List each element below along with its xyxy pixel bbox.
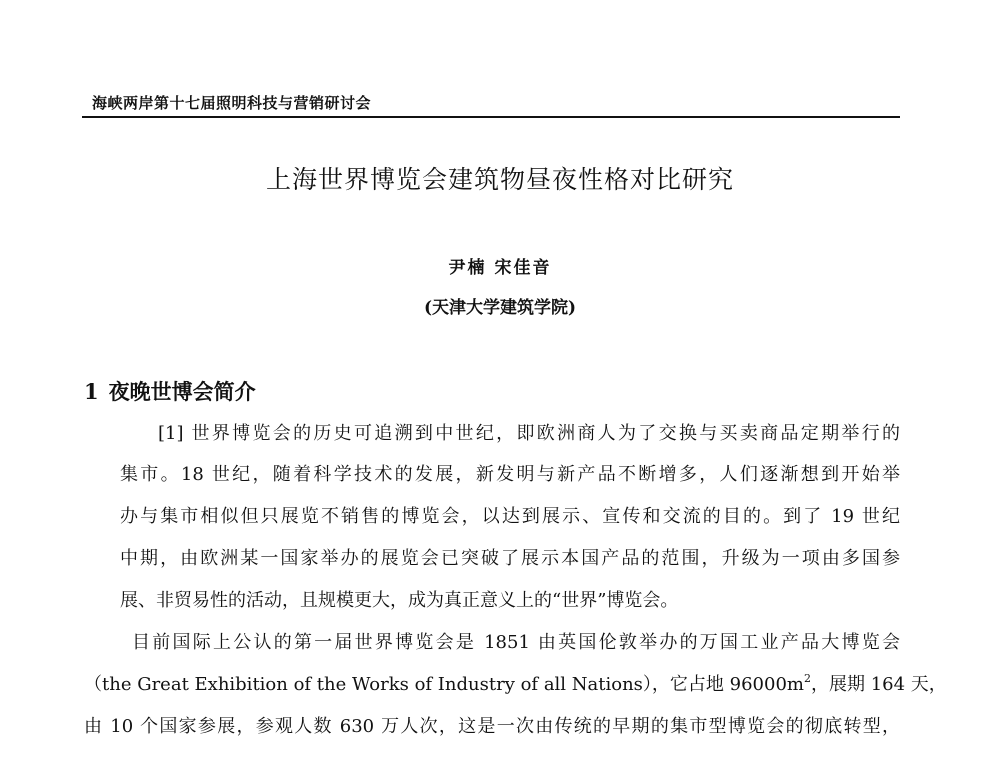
section-number: 1 — [84, 379, 99, 404]
paragraph-line: 由 10 个国家参展，参观人数 630 万人次，这是一次由传统的早期的集市型博览会的彻底转型， — [84, 716, 900, 737]
section-heading — [84, 376, 256, 406]
section-title: 夜晚世博会简介 — [108, 379, 256, 404]
paragraph-line: [1] 世界博览会的历史可追溯到中世纪，即欧洲商人为了交换与买卖商品定期举行的 — [158, 423, 900, 444]
paper-title: 上海世界博览会建筑物昼夜性格对比研究 — [265, 165, 734, 194]
running-header: 海峡两岸第十七届照明科技与营销研讨会 — [92, 94, 372, 112]
paragraph-line: 中期，由欧洲某一国家举办的展览会已突破了展示本国产品的范围，升级为一项由多国参 — [120, 548, 900, 569]
superscript: 2 — [803, 672, 811, 685]
line-text: （the Great Exhibition of the Works of Industry of all Nations），它占地 96000m — [84, 674, 804, 695]
line-text: ，展期 164 天， — [810, 674, 947, 695]
affiliation: (天津大学建筑学院) — [423, 298, 577, 318]
paragraph-line: 展、非贸易性的活动，且规模更大，成为真正意义上的“世界”博览会。 — [120, 590, 679, 611]
paragraph-line — [84, 672, 947, 695]
paragraph-line: 集市。18 世纪，随着科学技术的发展，新发明与新产品不断增多，人们逐渐想到开始举 — [120, 464, 900, 485]
paragraph-line: 办与集市相似但只展览不销售的博览会，以达到展示、宣传和交流的目的。到了 19 世纪 — [120, 506, 900, 527]
authors: 尹楠 宋佳音 — [448, 258, 552, 278]
header-rule — [82, 116, 900, 118]
paragraph-line: 目前国际上公认的第一届世界博览会是 1851 由英国伦敦举办的万国工业产品大博览会 — [132, 632, 900, 653]
